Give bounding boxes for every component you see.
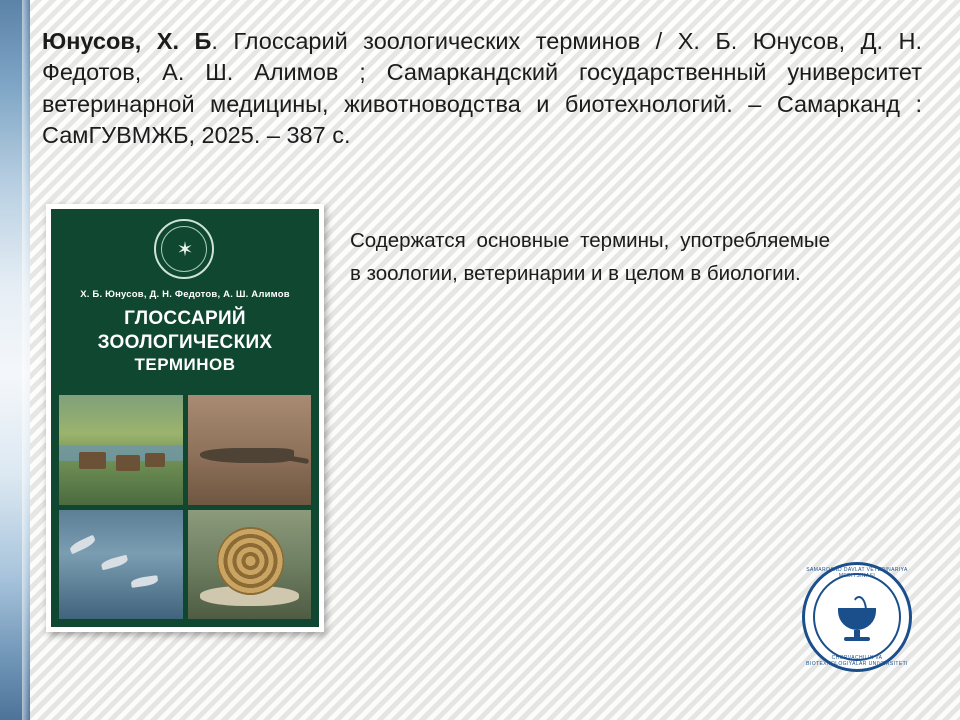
veterinary-university-logo-icon — [802, 562, 912, 672]
snail-photo — [188, 510, 312, 620]
decorative-left-band — [0, 0, 30, 720]
book-description: . Глоссарий зоологических терминов / Х. Б. Юнусов, Д. Н. Федотов, А. Ш. Алимов ; Самаркандский государственный университет ветеринарной медицины, животноводства и биотехнологий. – Самарканд : СамГУВМЖБ, 2025. – 387 с. — [42, 28, 922, 148]
base-shape — [844, 637, 870, 641]
fish-photo — [59, 510, 183, 620]
fish-shape — [130, 576, 158, 588]
logo-top-text: SAMARQAND DAVLAT VETERINARIYA MEDITSINASI — [806, 567, 908, 579]
deer-shape — [79, 452, 106, 470]
cover-photo-grid — [59, 395, 311, 619]
cover-title: ГЛОССАРИЙ ЗООЛОГИЧЕСКИХ — [97, 308, 273, 353]
book-author: Юнусов, Х. Б — [42, 28, 212, 54]
deer-shape — [116, 455, 141, 470]
emblem-center-mark: ✶ — [176, 239, 194, 261]
cover-subtitle: ТЕРМИНОВ — [134, 355, 236, 374]
bibliographic-description — [42, 26, 922, 151]
bowl-of-hygieia-icon — [834, 592, 880, 642]
snail-shell-shape — [217, 527, 284, 595]
fish-shape — [68, 535, 96, 554]
deer-shape — [145, 453, 165, 467]
cover-authors: Х. Б. Юнусов, Д. Н. Федотов, А. Ш. Алимов — [80, 289, 290, 300]
lizard-tail-shape — [274, 453, 309, 464]
bowl-shape — [838, 608, 876, 630]
annotation-text: Содержатся основные термины, употребляемые в зоологии, ветеринарии и в целом в биологии. — [350, 229, 830, 286]
veterinary-emblem-icon — [154, 219, 216, 281]
deer-photo — [59, 395, 183, 505]
band-highlight — [22, 0, 30, 720]
book-cover — [46, 204, 324, 632]
fish-shape — [100, 554, 128, 569]
logo-bottom-text: CHORVACHILIK VA BIOTEXNOLOGIYALAR UNIVERSITETI — [806, 655, 908, 667]
lizard-photo — [188, 395, 312, 505]
book-cover-art — [51, 209, 319, 627]
